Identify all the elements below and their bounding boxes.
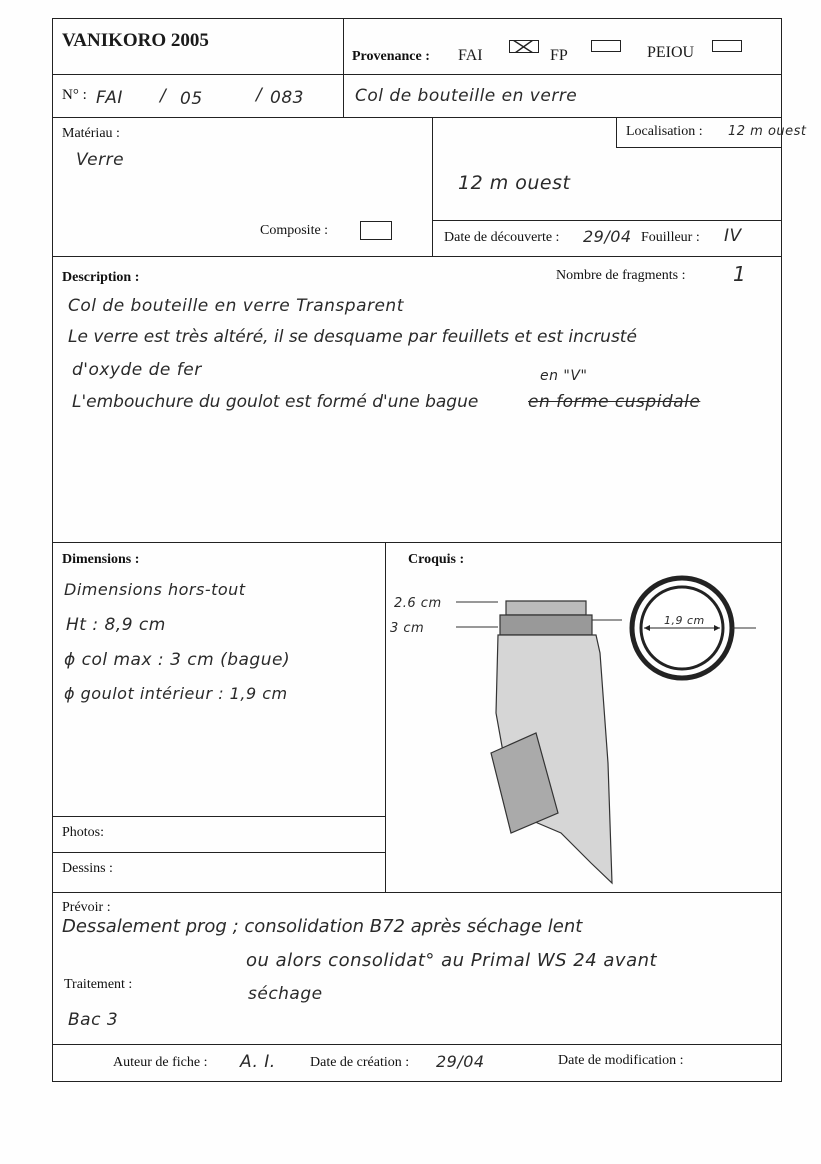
dimensions-label: Dimensions :: [62, 552, 140, 567]
fragments-label: Nombre de fragments :: [556, 268, 686, 283]
form-title: VANIKORO 2005: [62, 30, 209, 51]
dimensions-line-1: Dimensions hors-tout: [64, 580, 246, 599]
sketch-inner-diameter: 1,9 cm: [664, 614, 705, 627]
number-sep-2: /: [256, 85, 263, 105]
material-value: Verre: [76, 150, 125, 170]
fragments-value: 1: [733, 262, 747, 286]
number-sep-1: /: [160, 86, 167, 106]
provenance-label: Provenance :: [352, 49, 430, 64]
description-line-4-strike: en forme cuspidale: [528, 392, 701, 412]
description-label: Description :: [62, 270, 140, 285]
author-label: Auteur de fiche :: [113, 1055, 208, 1070]
sketch-label: Croquis :: [408, 552, 465, 567]
prevoir-line-1: Dessalement prog ; consolidation B72 après séchage lent: [62, 916, 583, 937]
object-name: Col de bouteille en verre: [355, 86, 578, 106]
prevoir-line-2: ou alors consolidat° au Primal WS 24 avant: [246, 950, 658, 971]
author-value: A. I.: [240, 1052, 276, 1072]
digger-label: Fouilleur :: [641, 230, 700, 245]
provenance-peiou: PEIOU: [647, 44, 695, 61]
checkbox-peiou[interactable]: [712, 40, 742, 52]
description-line-1: Col de bouteille en verre Transparent: [68, 296, 404, 316]
checkbox-fai-checked[interactable]: [509, 40, 539, 53]
description-line-3: d'oxyde de fer: [72, 360, 202, 380]
material-label: Matériau :: [62, 126, 120, 141]
number-prefix: FAI: [96, 88, 123, 108]
digger-value: IV: [724, 226, 742, 246]
dimensions-line-4: ϕ goulot intérieur : 1,9 cm: [64, 684, 288, 703]
localisation-label: Localisation :: [626, 124, 703, 139]
modified-label: Date de modification :: [558, 1053, 684, 1068]
number-id: 083: [270, 88, 304, 108]
check-mark-icon: [509, 40, 539, 53]
prevoir-label: Prévoir :: [62, 900, 111, 915]
description-line-4: L'embouchure du goulot est formé d'une bague: [72, 392, 479, 412]
sketch-dim-b: 3 cm: [390, 621, 425, 636]
dimensions-line-2: Ht : 8,9 cm: [66, 615, 166, 635]
photos-label: Photos:: [62, 825, 105, 840]
checkbox-fp[interactable]: [591, 40, 621, 52]
provenance-fp: FP: [550, 47, 568, 64]
discovery-date-label: Date de découverte :: [444, 230, 560, 245]
provenance-fai: FAI: [458, 47, 483, 64]
number-label: N° :: [62, 87, 87, 103]
localisation-value: 12 m ouest: [728, 124, 807, 139]
created-value: 29/04: [436, 1052, 485, 1071]
description-line-4-insert: en "V": [540, 368, 588, 384]
traitement-label: Traitement :: [64, 977, 133, 992]
composite-checkbox[interactable]: [360, 221, 392, 240]
bottle-neck-sketch: [386, 543, 782, 888]
traitement-value: Bac 3: [68, 1010, 119, 1030]
description-line-2: Le verre est très altéré, il se desquame par feuillets et est incrusté: [68, 327, 637, 347]
created-label: Date de création :: [310, 1055, 410, 1070]
dessins-label: Dessins :: [62, 861, 113, 876]
composite-label: Composite :: [260, 223, 329, 238]
localisation-detail: 12 m ouest: [458, 172, 571, 194]
sketch-dim-a: 2.6 cm: [394, 596, 442, 611]
dimensions-line-3: ϕ col max : 3 cm (bague): [64, 650, 291, 670]
discovery-date-value: 29/04: [583, 227, 632, 246]
prevoir-line-3: séchage: [248, 984, 323, 1004]
number-year: 05: [180, 89, 203, 109]
